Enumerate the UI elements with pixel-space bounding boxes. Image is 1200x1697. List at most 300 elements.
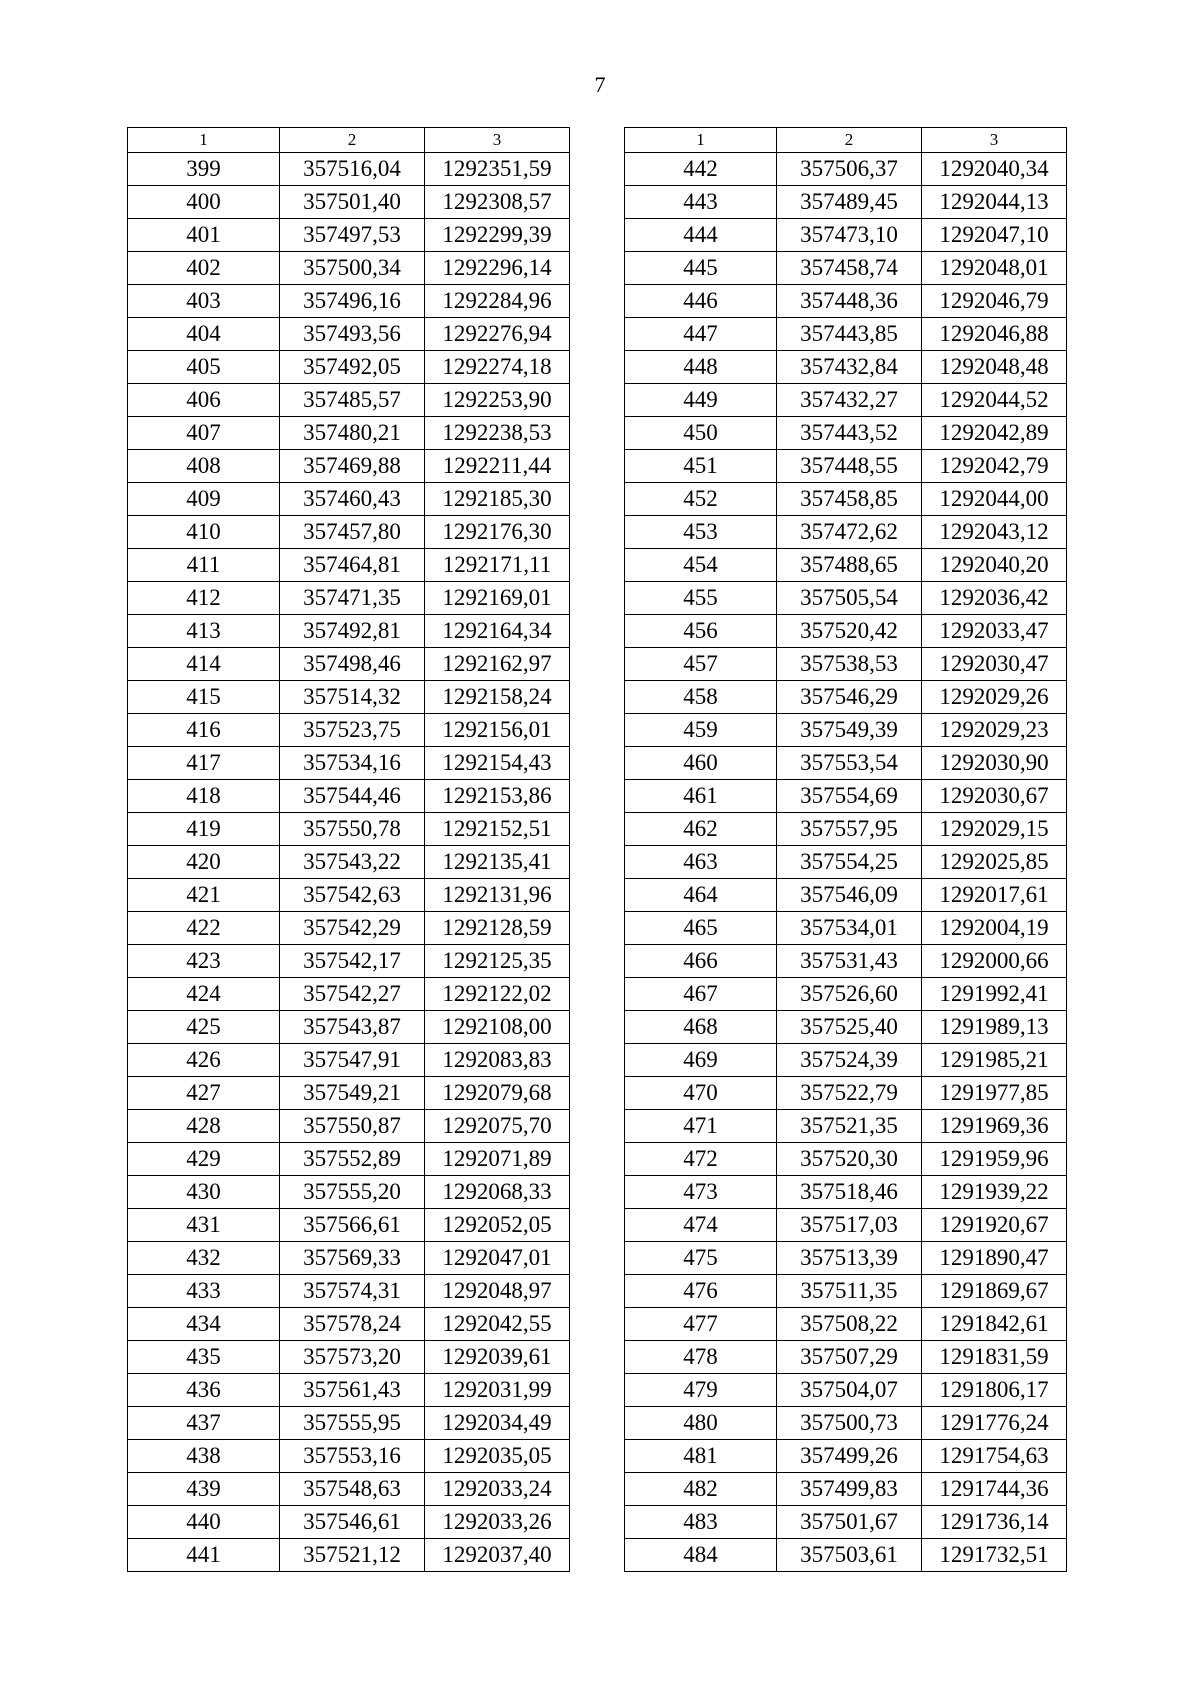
header-row (625, 128, 1067, 153)
table-row (128, 1539, 570, 1572)
cell-x-coordinate: 357520,42 (777, 615, 922, 648)
table-row (625, 747, 1067, 780)
cell-y-coordinate: 1291732,51 (922, 1539, 1067, 1572)
cell-point-number: 471 (625, 1110, 777, 1143)
cell-point-number: 416 (128, 714, 280, 747)
table-row (625, 450, 1067, 483)
table-row (625, 252, 1067, 285)
cell-y-coordinate: 1292004,19 (922, 912, 1067, 945)
cell-y-coordinate: 1292033,24 (425, 1473, 570, 1506)
cell-y-coordinate: 1292169,01 (425, 582, 570, 615)
cell-y-coordinate: 1292185,30 (425, 483, 570, 516)
cell-x-coordinate: 357501,67 (777, 1506, 922, 1539)
page-number: 7 (594, 72, 606, 97)
cell-point-number: 427 (128, 1077, 280, 1110)
cell-point-number: 412 (128, 582, 280, 615)
cell-point-number: 474 (625, 1209, 777, 1242)
cell-y-coordinate: 1291831,59 (922, 1341, 1067, 1374)
cell-x-coordinate: 357547,91 (280, 1044, 425, 1077)
table-row (625, 483, 1067, 516)
cell-x-coordinate: 357553,16 (280, 1440, 425, 1473)
cell-y-coordinate: 1292029,26 (922, 681, 1067, 714)
cell-x-coordinate: 357554,25 (777, 846, 922, 879)
table-row (128, 747, 570, 780)
cell-y-coordinate: 1292042,79 (922, 450, 1067, 483)
cell-point-number: 408 (128, 450, 280, 483)
cell-y-coordinate: 1292044,52 (922, 384, 1067, 417)
cell-point-number: 415 (128, 681, 280, 714)
cell-point-number: 438 (128, 1440, 280, 1473)
table-row (625, 1308, 1067, 1341)
cell-point-number: 428 (128, 1110, 280, 1143)
cell-y-coordinate: 1291842,61 (922, 1308, 1067, 1341)
cell-x-coordinate: 357534,16 (280, 747, 425, 780)
cell-point-number: 463 (625, 846, 777, 879)
table-row (128, 1506, 570, 1539)
table-row (128, 1110, 570, 1143)
cell-point-number: 418 (128, 780, 280, 813)
cell-point-number: 442 (625, 153, 777, 186)
cell-point-number: 459 (625, 714, 777, 747)
cell-x-coordinate: 357525,40 (777, 1011, 922, 1044)
cell-point-number: 440 (128, 1506, 280, 1539)
cell-y-coordinate: 1292040,34 (922, 153, 1067, 186)
cell-point-number: 441 (128, 1539, 280, 1572)
cell-y-coordinate: 1292037,40 (425, 1539, 570, 1572)
cell-point-number: 470 (625, 1077, 777, 1110)
cell-x-coordinate: 357522,79 (777, 1077, 922, 1110)
cell-x-coordinate: 357458,74 (777, 252, 922, 285)
cell-point-number: 443 (625, 186, 777, 219)
cell-y-coordinate: 1292108,00 (425, 1011, 570, 1044)
table-row (625, 384, 1067, 417)
cell-y-coordinate: 1292135,41 (425, 846, 570, 879)
cell-x-coordinate: 357569,33 (280, 1242, 425, 1275)
cell-x-coordinate: 357507,29 (777, 1341, 922, 1374)
cell-y-coordinate: 1291806,17 (922, 1374, 1067, 1407)
cell-y-coordinate: 1292042,55 (425, 1308, 570, 1341)
table-row (625, 582, 1067, 615)
cell-y-coordinate: 1291969,36 (922, 1110, 1067, 1143)
table-row (625, 549, 1067, 582)
cell-x-coordinate: 357546,29 (777, 681, 922, 714)
cell-y-coordinate: 1292274,18 (425, 351, 570, 384)
cell-x-coordinate: 357485,57 (280, 384, 425, 417)
cell-y-coordinate: 1291977,85 (922, 1077, 1067, 1110)
table-row (128, 780, 570, 813)
cell-point-number: 462 (625, 813, 777, 846)
table-row (128, 285, 570, 318)
cell-point-number: 480 (625, 1407, 777, 1440)
cell-y-coordinate: 1291989,13 (922, 1011, 1067, 1044)
table-row (128, 648, 570, 681)
cell-x-coordinate: 357517,03 (777, 1209, 922, 1242)
cell-y-coordinate: 1292047,10 (922, 219, 1067, 252)
cell-x-coordinate: 357566,61 (280, 1209, 425, 1242)
cell-x-coordinate: 357443,52 (777, 417, 922, 450)
table-row (128, 1473, 570, 1506)
table-row (625, 219, 1067, 252)
cell-y-coordinate: 1292211,44 (425, 450, 570, 483)
table-row (625, 681, 1067, 714)
cell-x-coordinate: 357501,40 (280, 186, 425, 219)
cell-y-coordinate: 1292046,88 (922, 318, 1067, 351)
cell-x-coordinate: 357574,31 (280, 1275, 425, 1308)
table-row (128, 1209, 570, 1242)
cell-point-number: 457 (625, 648, 777, 681)
cell-y-coordinate: 1292048,01 (922, 252, 1067, 285)
table-row (625, 978, 1067, 1011)
cell-point-number: 484 (625, 1539, 777, 1572)
cell-point-number: 403 (128, 285, 280, 318)
table-row (128, 945, 570, 978)
cell-y-coordinate: 1292154,43 (425, 747, 570, 780)
table-row (128, 1308, 570, 1341)
cell-point-number: 425 (128, 1011, 280, 1044)
cell-x-coordinate: 357472,62 (777, 516, 922, 549)
cell-x-coordinate: 357493,56 (280, 318, 425, 351)
cell-y-coordinate: 1291869,67 (922, 1275, 1067, 1308)
cell-x-coordinate: 357534,01 (777, 912, 922, 945)
table-row (625, 186, 1067, 219)
table-row (625, 516, 1067, 549)
cell-point-number: 473 (625, 1176, 777, 1209)
table-row (625, 945, 1067, 978)
cell-y-coordinate: 1291744,36 (922, 1473, 1067, 1506)
cell-y-coordinate: 1292351,59 (425, 153, 570, 186)
cell-x-coordinate: 357553,54 (777, 747, 922, 780)
cell-point-number: 475 (625, 1242, 777, 1275)
cell-x-coordinate: 357492,05 (280, 351, 425, 384)
cell-point-number: 453 (625, 516, 777, 549)
cell-x-coordinate: 357514,32 (280, 681, 425, 714)
cell-y-coordinate: 1292048,97 (425, 1275, 570, 1308)
cell-point-number: 445 (625, 252, 777, 285)
cell-y-coordinate: 1292029,15 (922, 813, 1067, 846)
column-header-x: 2 (280, 128, 425, 153)
table-row (128, 1275, 570, 1308)
cell-point-number: 419 (128, 813, 280, 846)
cell-x-coordinate: 357496,16 (280, 285, 425, 318)
cell-y-coordinate: 1292033,26 (425, 1506, 570, 1539)
cell-x-coordinate: 357499,26 (777, 1440, 922, 1473)
cell-y-coordinate: 1292075,70 (425, 1110, 570, 1143)
cell-x-coordinate: 357555,20 (280, 1176, 425, 1209)
table-row (128, 1341, 570, 1374)
cell-point-number: 432 (128, 1242, 280, 1275)
cell-y-coordinate: 1292039,61 (425, 1341, 570, 1374)
cell-point-number: 479 (625, 1374, 777, 1407)
table-row (128, 879, 570, 912)
cell-point-number: 472 (625, 1143, 777, 1176)
coordinates-table-right (624, 127, 1067, 1572)
cell-x-coordinate: 357578,24 (280, 1308, 425, 1341)
cell-x-coordinate: 357526,60 (777, 978, 922, 1011)
table-row (625, 714, 1067, 747)
table-row (625, 1242, 1067, 1275)
cell-point-number: 460 (625, 747, 777, 780)
cell-x-coordinate: 357513,39 (777, 1242, 922, 1275)
cell-point-number: 401 (128, 219, 280, 252)
table-row (625, 153, 1067, 186)
table-row (128, 483, 570, 516)
cell-y-coordinate: 1292031,99 (425, 1374, 570, 1407)
table-row (128, 516, 570, 549)
table-row (625, 1110, 1067, 1143)
cell-x-coordinate: 357471,35 (280, 582, 425, 615)
cell-y-coordinate: 1292171,11 (425, 549, 570, 582)
cell-y-coordinate: 1292238,53 (425, 417, 570, 450)
table-row (625, 813, 1067, 846)
cell-point-number: 409 (128, 483, 280, 516)
cell-point-number: 449 (625, 384, 777, 417)
cell-y-coordinate: 1292308,57 (425, 186, 570, 219)
cell-x-coordinate: 357524,39 (777, 1044, 922, 1077)
table-row (625, 780, 1067, 813)
cell-point-number: 478 (625, 1341, 777, 1374)
cell-x-coordinate: 357432,84 (777, 351, 922, 384)
cell-x-coordinate: 357548,63 (280, 1473, 425, 1506)
cell-point-number: 444 (625, 219, 777, 252)
cell-x-coordinate: 357505,54 (777, 582, 922, 615)
cell-point-number: 465 (625, 912, 777, 945)
cell-point-number: 466 (625, 945, 777, 978)
column-header-x: 2 (777, 128, 922, 153)
cell-y-coordinate: 1292125,35 (425, 945, 570, 978)
cell-x-coordinate: 357457,80 (280, 516, 425, 549)
column-header-point-number: 1 (625, 128, 777, 153)
cell-x-coordinate: 357550,78 (280, 813, 425, 846)
cell-y-coordinate: 1292083,83 (425, 1044, 570, 1077)
cell-y-coordinate: 1292284,96 (425, 285, 570, 318)
cell-x-coordinate: 357531,43 (777, 945, 922, 978)
cell-x-coordinate: 357432,27 (777, 384, 922, 417)
cell-point-number: 476 (625, 1275, 777, 1308)
cell-y-coordinate: 1291939,22 (922, 1176, 1067, 1209)
cell-x-coordinate: 357473,10 (777, 219, 922, 252)
cell-x-coordinate: 357518,46 (777, 1176, 922, 1209)
table-row (625, 1374, 1067, 1407)
table-row (625, 1539, 1067, 1572)
cell-y-coordinate: 1292071,89 (425, 1143, 570, 1176)
table-row (128, 615, 570, 648)
cell-x-coordinate: 357460,43 (280, 483, 425, 516)
cell-y-coordinate: 1292017,61 (922, 879, 1067, 912)
table-row (128, 846, 570, 879)
table-row (625, 1011, 1067, 1044)
cell-x-coordinate: 357520,30 (777, 1143, 922, 1176)
cell-y-coordinate: 1292131,96 (425, 879, 570, 912)
cell-point-number: 477 (625, 1308, 777, 1341)
table-row (625, 1440, 1067, 1473)
cell-y-coordinate: 1292047,01 (425, 1242, 570, 1275)
table-row (625, 285, 1067, 318)
cell-x-coordinate: 357549,21 (280, 1077, 425, 1110)
cell-y-coordinate: 1292030,47 (922, 648, 1067, 681)
cell-y-coordinate: 1292068,33 (425, 1176, 570, 1209)
cell-point-number: 424 (128, 978, 280, 1011)
table-row (128, 351, 570, 384)
cell-point-number: 399 (128, 153, 280, 186)
cell-x-coordinate: 357489,45 (777, 186, 922, 219)
table-row (128, 219, 570, 252)
cell-point-number: 413 (128, 615, 280, 648)
cell-y-coordinate: 1292040,20 (922, 549, 1067, 582)
cell-point-number: 417 (128, 747, 280, 780)
cell-x-coordinate: 357538,53 (777, 648, 922, 681)
cell-point-number: 483 (625, 1506, 777, 1539)
table-row (625, 846, 1067, 879)
cell-point-number: 410 (128, 516, 280, 549)
cell-y-coordinate: 1292035,05 (425, 1440, 570, 1473)
cell-point-number: 405 (128, 351, 280, 384)
cell-point-number: 448 (625, 351, 777, 384)
cell-point-number: 450 (625, 417, 777, 450)
table-row (625, 1077, 1067, 1110)
table-row (128, 450, 570, 483)
table-row (128, 582, 570, 615)
cell-y-coordinate: 1292122,02 (425, 978, 570, 1011)
cell-x-coordinate: 357506,37 (777, 153, 922, 186)
cell-x-coordinate: 357561,43 (280, 1374, 425, 1407)
cell-point-number: 482 (625, 1473, 777, 1506)
table-row (128, 1407, 570, 1440)
cell-y-coordinate: 1292299,39 (425, 219, 570, 252)
column-header-point-number: 1 (128, 128, 280, 153)
table-row (128, 681, 570, 714)
table-row (625, 615, 1067, 648)
table-body (625, 153, 1067, 1572)
cell-point-number: 404 (128, 318, 280, 351)
table-row (128, 186, 570, 219)
cell-point-number: 420 (128, 846, 280, 879)
cell-y-coordinate: 1292044,00 (922, 483, 1067, 516)
cell-y-coordinate: 1292036,42 (922, 582, 1067, 615)
cell-point-number: 435 (128, 1341, 280, 1374)
cell-y-coordinate: 1292043,12 (922, 516, 1067, 549)
cell-point-number: 456 (625, 615, 777, 648)
cell-point-number: 468 (625, 1011, 777, 1044)
cell-y-coordinate: 1292033,47 (922, 615, 1067, 648)
cell-x-coordinate: 357464,81 (280, 549, 425, 582)
cell-y-coordinate: 1292128,59 (425, 912, 570, 945)
cell-y-coordinate: 1292030,67 (922, 780, 1067, 813)
cell-x-coordinate: 357500,34 (280, 252, 425, 285)
table-body (128, 153, 570, 1572)
cell-point-number: 430 (128, 1176, 280, 1209)
cell-point-number: 455 (625, 582, 777, 615)
cell-y-coordinate: 1291736,14 (922, 1506, 1067, 1539)
cell-y-coordinate: 1292025,85 (922, 846, 1067, 879)
cell-y-coordinate: 1292000,66 (922, 945, 1067, 978)
cell-x-coordinate: 357504,07 (777, 1374, 922, 1407)
table-row (128, 318, 570, 351)
cell-x-coordinate: 357542,63 (280, 879, 425, 912)
cell-y-coordinate: 1291776,24 (922, 1407, 1067, 1440)
cell-y-coordinate: 1292044,13 (922, 186, 1067, 219)
cell-point-number: 464 (625, 879, 777, 912)
cell-point-number: 407 (128, 417, 280, 450)
cell-x-coordinate: 357499,83 (777, 1473, 922, 1506)
table-row (128, 912, 570, 945)
cell-y-coordinate: 1292162,97 (425, 648, 570, 681)
cell-x-coordinate: 357498,46 (280, 648, 425, 681)
cell-point-number: 402 (128, 252, 280, 285)
header-row (128, 128, 570, 153)
cell-y-coordinate: 1291959,96 (922, 1143, 1067, 1176)
cell-y-coordinate: 1292164,34 (425, 615, 570, 648)
cell-x-coordinate: 357448,55 (777, 450, 922, 483)
cell-point-number: 447 (625, 318, 777, 351)
cell-point-number: 431 (128, 1209, 280, 1242)
cell-y-coordinate: 1291890,47 (922, 1242, 1067, 1275)
cell-point-number: 421 (128, 879, 280, 912)
cell-x-coordinate: 357497,53 (280, 219, 425, 252)
table-row (625, 351, 1067, 384)
cell-point-number: 429 (128, 1143, 280, 1176)
cell-point-number: 467 (625, 978, 777, 1011)
cell-x-coordinate: 357492,81 (280, 615, 425, 648)
cell-x-coordinate: 357557,95 (777, 813, 922, 846)
cell-x-coordinate: 357573,20 (280, 1341, 425, 1374)
cell-x-coordinate: 357554,69 (777, 780, 922, 813)
cell-point-number: 446 (625, 285, 777, 318)
cell-x-coordinate: 357516,04 (280, 153, 425, 186)
cell-x-coordinate: 357544,46 (280, 780, 425, 813)
cell-x-coordinate: 357543,22 (280, 846, 425, 879)
cell-x-coordinate: 357549,39 (777, 714, 922, 747)
cell-x-coordinate: 357546,09 (777, 879, 922, 912)
coordinates-table-left (127, 127, 570, 1572)
table-row (625, 318, 1067, 351)
cell-x-coordinate: 357521,35 (777, 1110, 922, 1143)
cell-x-coordinate: 357546,61 (280, 1506, 425, 1539)
table-row (625, 879, 1067, 912)
cell-x-coordinate: 357555,95 (280, 1407, 425, 1440)
table-row (128, 252, 570, 285)
cell-point-number: 451 (625, 450, 777, 483)
cell-y-coordinate: 1292052,05 (425, 1209, 570, 1242)
cell-point-number: 433 (128, 1275, 280, 1308)
table-row (128, 1011, 570, 1044)
cell-point-number: 400 (128, 186, 280, 219)
cell-y-coordinate: 1292048,48 (922, 351, 1067, 384)
cell-point-number: 469 (625, 1044, 777, 1077)
cell-point-number: 454 (625, 549, 777, 582)
cell-point-number: 422 (128, 912, 280, 945)
cell-y-coordinate: 1292046,79 (922, 285, 1067, 318)
table-row (625, 1506, 1067, 1539)
table-row (128, 1143, 570, 1176)
cell-x-coordinate: 357503,61 (777, 1539, 922, 1572)
cell-x-coordinate: 357542,29 (280, 912, 425, 945)
table-row (128, 1242, 570, 1275)
column-header-y: 3 (425, 128, 570, 153)
cell-point-number: 458 (625, 681, 777, 714)
table-row (128, 978, 570, 1011)
cell-x-coordinate: 357552,89 (280, 1143, 425, 1176)
cell-y-coordinate: 1292153,86 (425, 780, 570, 813)
cell-x-coordinate: 357508,22 (777, 1308, 922, 1341)
table-row (128, 1077, 570, 1110)
table-row (128, 1374, 570, 1407)
table-row (625, 1209, 1067, 1242)
table-row (625, 1275, 1067, 1308)
table-row (128, 813, 570, 846)
cell-x-coordinate: 357448,36 (777, 285, 922, 318)
table-row (128, 549, 570, 582)
cell-point-number: 436 (128, 1374, 280, 1407)
